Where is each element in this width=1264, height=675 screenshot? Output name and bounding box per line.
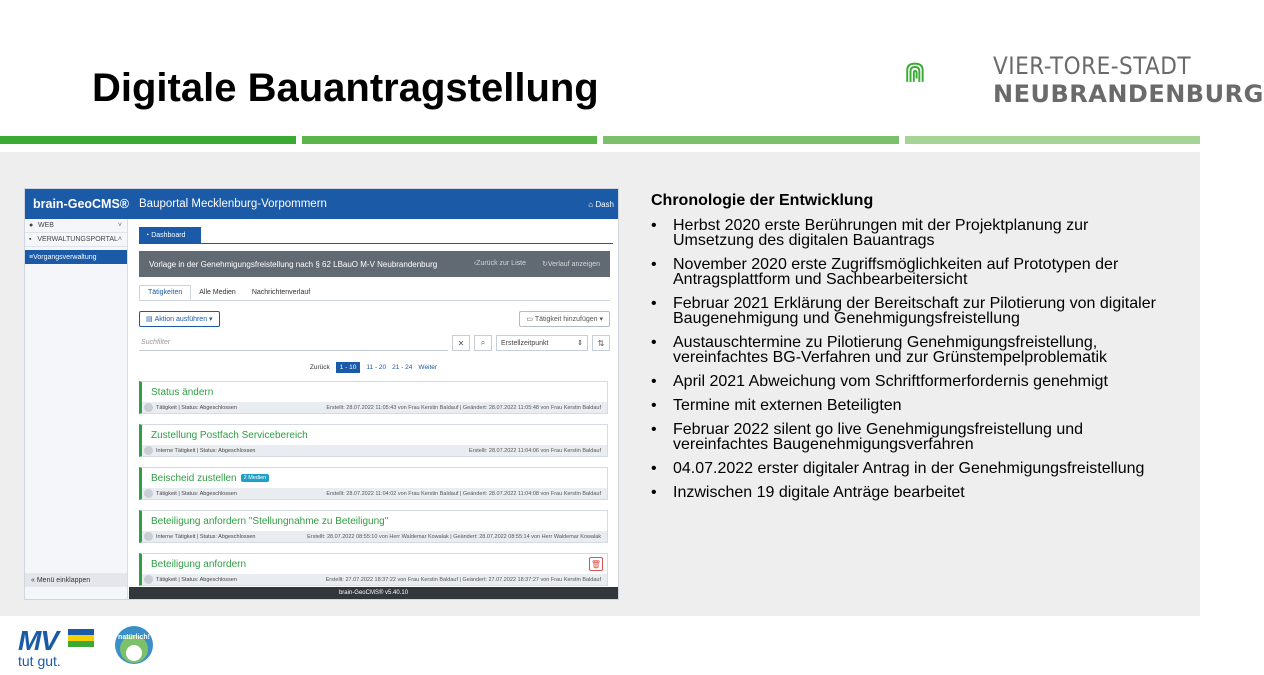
chronology-list: [651, 218, 1171, 500]
activity-status: Tätigkeit | Status: Abgeschlossen: [156, 576, 237, 583]
activity-icon: [144, 403, 153, 412]
history-icon: ↻: [541, 261, 548, 268]
divider-bar: [905, 136, 1201, 144]
chronology: [651, 192, 1171, 509]
sort-select-value: Erstellzeitpunkt: [501, 339, 549, 347]
case-header: [139, 251, 610, 277]
pager-next[interactable]: Weiter: [418, 363, 438, 371]
main-area: [129, 219, 618, 599]
activity-title: Beteiligung anfordern: [151, 558, 247, 570]
slide-title: Digitale Bauantragstellung: [92, 66, 599, 110]
chevron-left-icon: ‹: [473, 260, 477, 267]
dashboard-icon: ◔: [145, 231, 152, 239]
list-icon: ≡: [29, 253, 34, 261]
chronology-item: • Herbst 2020 erste Berührungen mit der Projektplanung zur Umsetzung des digitalen Bauantrags: [651, 218, 1171, 248]
sidebar-item-label: VERWALTUNGSPORTAL: [37, 236, 118, 243]
home-link[interactable]: [588, 200, 618, 209]
home-link-label: Dash: [595, 199, 614, 209]
close-icon: ✕: [457, 338, 465, 348]
activity-timestamps: Erstellt: 28.07.2022 11:04:02 von Frau Kerstin Baldauf | Geändert: 28.07.2022 11:04:08 von Frau Kerstin Baldauf: [326, 490, 601, 497]
pager-page[interactable]: 21 - 24: [392, 363, 413, 371]
file-icon: ▤: [146, 316, 155, 323]
sort-select[interactable]: [496, 335, 588, 351]
activity-entry[interactable]: [139, 381, 608, 414]
mv-tut-gut-logo: [18, 625, 61, 669]
filter-row: [139, 335, 610, 351]
sidebar-item-label: Vorgangsverwaltung: [33, 253, 97, 261]
activity-timestamps: Erstellt: 28.07.2022 08:55:10 von Herr Waldemar Kowalak | Geändert: 28.07.2022 08:55:14 von Herr Waldemar Kowalak: [307, 533, 601, 540]
activity-meta: [142, 574, 607, 585]
activity-title: Status ändern: [151, 386, 214, 398]
green-divider-bars: [0, 136, 1200, 144]
activity-timestamps: Erstellt: 28.07.2022 11:05:43 von Frau Kerstin Baldauf | Geändert: 28.07.2022 11:05:48 von Frau Kerstin Baldauf: [326, 404, 601, 411]
sidebar-item-verwaltungsportal[interactable]: [25, 233, 127, 247]
chronology-item: • Termine mit externen Beteiligten: [651, 398, 1171, 413]
chronology-item: • Austauschtermine zu Pilotierung Genehmigungsfreistellung, vereinfachtes BG-Verfahren und zur Grünstempelproblematik: [651, 335, 1171, 365]
chronology-item: • 04.07.2022 erster digitaler Antrag in der Genehmigungsfreistellung: [651, 461, 1171, 476]
app-brand: brain-GeoCMS®: [33, 197, 130, 211]
activity-title: Beteiligung anfordern "Stellungnahme zu Beteiligung": [151, 515, 389, 527]
chronology-item: • Februar 2021 Erklärung der Bereitschaft zur Pilotierung von digitaler Baugenehmigung und Genehmigungsfreistellung: [651, 296, 1171, 326]
activity-title-row: [142, 468, 607, 488]
select-arrows-icon: ⇕: [577, 340, 583, 347]
app-portal-title: Bauportal Mecklenburg-Vorpommern: [139, 198, 327, 210]
action-button-label: Aktion ausführen: [154, 315, 208, 323]
naturlich-logo: [114, 625, 154, 665]
case-title: Vorlage in der Genehmigungsfreistellung nach § 62 LBauO M-V Neubrandenburg: [149, 259, 438, 269]
sidebar-item-label: WEB: [38, 222, 54, 229]
sort-icon: ⇅: [597, 338, 605, 348]
caret-down-icon: ▾: [597, 316, 603, 323]
activity-icon: [144, 532, 153, 541]
pager-page[interactable]: 1 - 10: [336, 362, 361, 373]
back-to-list-link[interactable]: [474, 260, 526, 268]
pager-page[interactable]: 11 - 20: [366, 363, 387, 371]
activity-status: Tätigkeit | Status: Abgeschlossen: [156, 490, 237, 497]
search-filter-input[interactable]: Suchfilter: [139, 335, 448, 351]
action-row: [139, 311, 610, 327]
mv-logo-text: MV: [18, 625, 58, 656]
activity-timestamps: Erstellt: 28.07.2022 11:04:06 von Frau Kerstin Baldauf: [469, 447, 601, 454]
trash-icon: 🗑: [590, 559, 602, 569]
file-icon: ▭: [526, 316, 535, 323]
clear-filter-button[interactable]: [452, 335, 470, 351]
chronology-item: • November 2020 erste Zugriffsmöglichkeiten auf Prototypen der Antragsplattform und Sachbearbeitersicht: [651, 257, 1171, 287]
sidebar: [25, 219, 128, 599]
app-screenshot: [24, 188, 619, 600]
pager-back[interactable]: Zurück: [309, 363, 330, 371]
activity-meta: [142, 488, 607, 499]
globe-icon: ●: [29, 222, 34, 229]
chevron-down-icon: ˅: [117, 222, 122, 229]
tab-dashboard[interactable]: [139, 227, 201, 243]
activity-status: Interne Tätigkeit | Status: Abgeschlossen: [156, 447, 256, 454]
activity-meta: [142, 531, 607, 542]
naturlich-logo-text: natürlich!: [118, 634, 150, 641]
activity-status: Interne Tätigkeit | Status: Abgeschlossen: [156, 533, 256, 540]
divider-bar: [0, 136, 296, 144]
activity-icon: [144, 489, 153, 498]
activity-entry[interactable]: [139, 467, 608, 500]
activity-meta: [142, 402, 607, 413]
activity-timestamps: Erstellt: 27.07.2022 18:37:22 von Frau Kerstin Baldauf | Geändert: 27.07.2022 18:37:27 von Frau Kerstin Baldauf: [325, 576, 601, 583]
activity-title: Zustellung Postfach Servicebereich: [151, 429, 308, 441]
search-icon: ⌕: [480, 338, 486, 347]
chronology-item: • Inzwischen 19 digitale Anträge bearbeitet: [651, 485, 1171, 500]
chronology-item: • April 2021 Abweichung vom Schriftformerfordernis genehmigt: [651, 374, 1171, 389]
pagination: [129, 361, 618, 373]
divider-bar: [603, 136, 899, 144]
chronology-item: • Februar 2022 silent go live Genehmigungsfreistellung und vereinfachtes Baugenehmigungsverfahren: [651, 422, 1171, 452]
double-chevron-left-icon: «: [31, 576, 37, 584]
back-to-list-label: Zurück zur Liste: [476, 260, 526, 267]
tab-nachrichtenverlauf[interactable]: Nachrichtenverlauf: [251, 289, 311, 296]
add-activity-button[interactable]: [519, 311, 610, 327]
activity-icon: [144, 575, 153, 584]
mv-slogan: tut gut.: [18, 653, 61, 669]
tab-alle-medien[interactable]: Alle Medien: [199, 289, 236, 296]
sidebar-item-web[interactable]: [25, 219, 127, 233]
show-history-link[interactable]: [542, 260, 600, 268]
sort-direction-button[interactable]: [592, 335, 610, 351]
activity-entry[interactable]: [139, 510, 608, 543]
document-icon: ▪: [29, 236, 32, 243]
logo-line2: NEUBRANDENBURG: [993, 80, 1264, 108]
logo-line1: VIER-TORE-STADT: [993, 52, 1192, 80]
show-history-label: Verlauf anzeigen: [547, 261, 600, 268]
action-button[interactable]: [139, 311, 220, 327]
media-badge[interactable]: 2 Medien: [241, 474, 270, 482]
neubrandenburg-logo: [905, 34, 985, 112]
collapse-menu-button[interactable]: [25, 573, 127, 587]
activity-entry[interactable]: [139, 424, 608, 457]
caret-down-icon: ▾: [207, 316, 213, 323]
tab-taetigkeiten[interactable]: Tätigkeiten: [139, 285, 191, 300]
app-topbar: [25, 189, 618, 219]
activity-icon: [144, 446, 153, 455]
home-icon: ⌂: [588, 199, 596, 209]
app-footer: brain-GeoCMS® v5.40.10: [129, 587, 618, 599]
search-button[interactable]: [474, 335, 492, 351]
mv-flag-icon: [68, 629, 94, 647]
activity-status: Tätigkeit | Status: Abgeschlossen: [156, 404, 237, 411]
tab-underline: [139, 243, 613, 244]
add-activity-label: Tätigkeit hinzufügen: [534, 315, 598, 323]
activity-meta: [142, 445, 607, 456]
activity-title: Beischeid zustellen: [151, 472, 237, 484]
activity-entry[interactable]: [139, 553, 608, 586]
tab-bar: [139, 285, 610, 301]
delete-button[interactable]: [589, 557, 603, 571]
chevron-up-icon: ˄: [117, 236, 122, 243]
tab-label: Dashboard: [151, 231, 186, 239]
chronology-heading: Chronologie der Entwicklung: [651, 192, 874, 209]
collapse-menu-label: Menü einklappen: [36, 576, 91, 584]
divider-bar: [302, 136, 598, 144]
sidebar-item-vorgangsverwaltung[interactable]: [25, 250, 127, 264]
